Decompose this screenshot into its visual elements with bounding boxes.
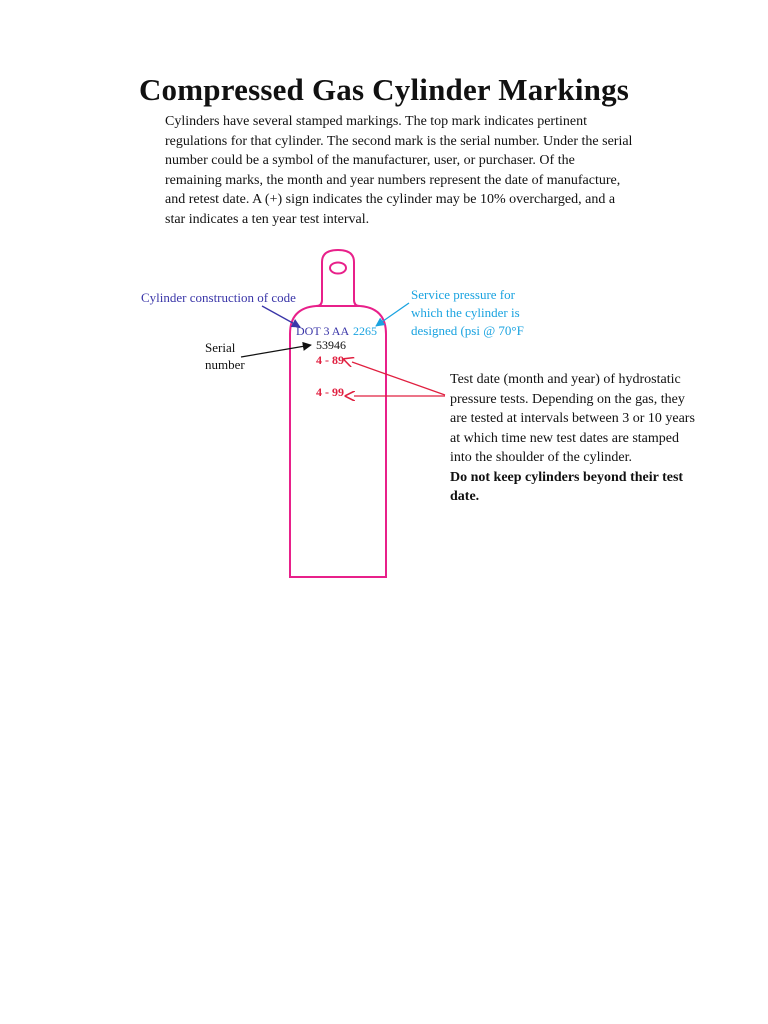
manufacture-date-stamp: 4 - 89 xyxy=(316,353,344,367)
cylinder-valve xyxy=(322,250,354,300)
test-date-text: Test date (month and year) of hydrostatic pressure tests. Depending on the gas, they are tested at intervals between 3 or 10 years at which time new test dates are stamped into the shoulder of the cylinder. xyxy=(450,372,695,465)
retest-date-stamp: 4 - 99 xyxy=(316,385,344,399)
serial-number-label xyxy=(205,339,245,373)
construction-label: Cylinder construction of code xyxy=(141,290,296,305)
serial-stamp: 53946 xyxy=(316,338,346,352)
cylinder-collar xyxy=(316,300,360,306)
valve-hole xyxy=(330,263,346,274)
date1-arrow xyxy=(352,362,445,395)
intro-paragraph: Cylinders have several stamped markings. The top mark indicates pertinent regulations for that cylinder. The second mark is the serial number. Under the serial number could be a symbol of the manufacturer, user, or purchaser. Of the remaining marks, the month and year numbers represent the date of manufacture, and retest date. A (+) sign indicates the cylinder may be 10% overcharged, and a star indicates a ten year test interval. xyxy=(165,114,633,227)
test-date-warning: Do not keep cylinders beyond their test date. xyxy=(450,469,684,504)
serial-arrow xyxy=(241,345,311,357)
service-line-3: designed (psi @ 70°F xyxy=(411,323,524,338)
pressure-stamp: 2265 xyxy=(353,324,377,338)
service-line-2: which the cylinder is xyxy=(411,305,520,320)
page-title: Compressed Gas Cylinder Markings xyxy=(138,72,630,107)
service-line-1: Service pressure for xyxy=(411,287,515,302)
serial-line-1: Serial xyxy=(205,340,236,355)
dot-stamp: DOT 3 AA xyxy=(296,324,350,338)
test-date-note xyxy=(450,370,700,507)
serial-line-2: number xyxy=(205,357,245,372)
service-pressure-label xyxy=(411,286,524,340)
